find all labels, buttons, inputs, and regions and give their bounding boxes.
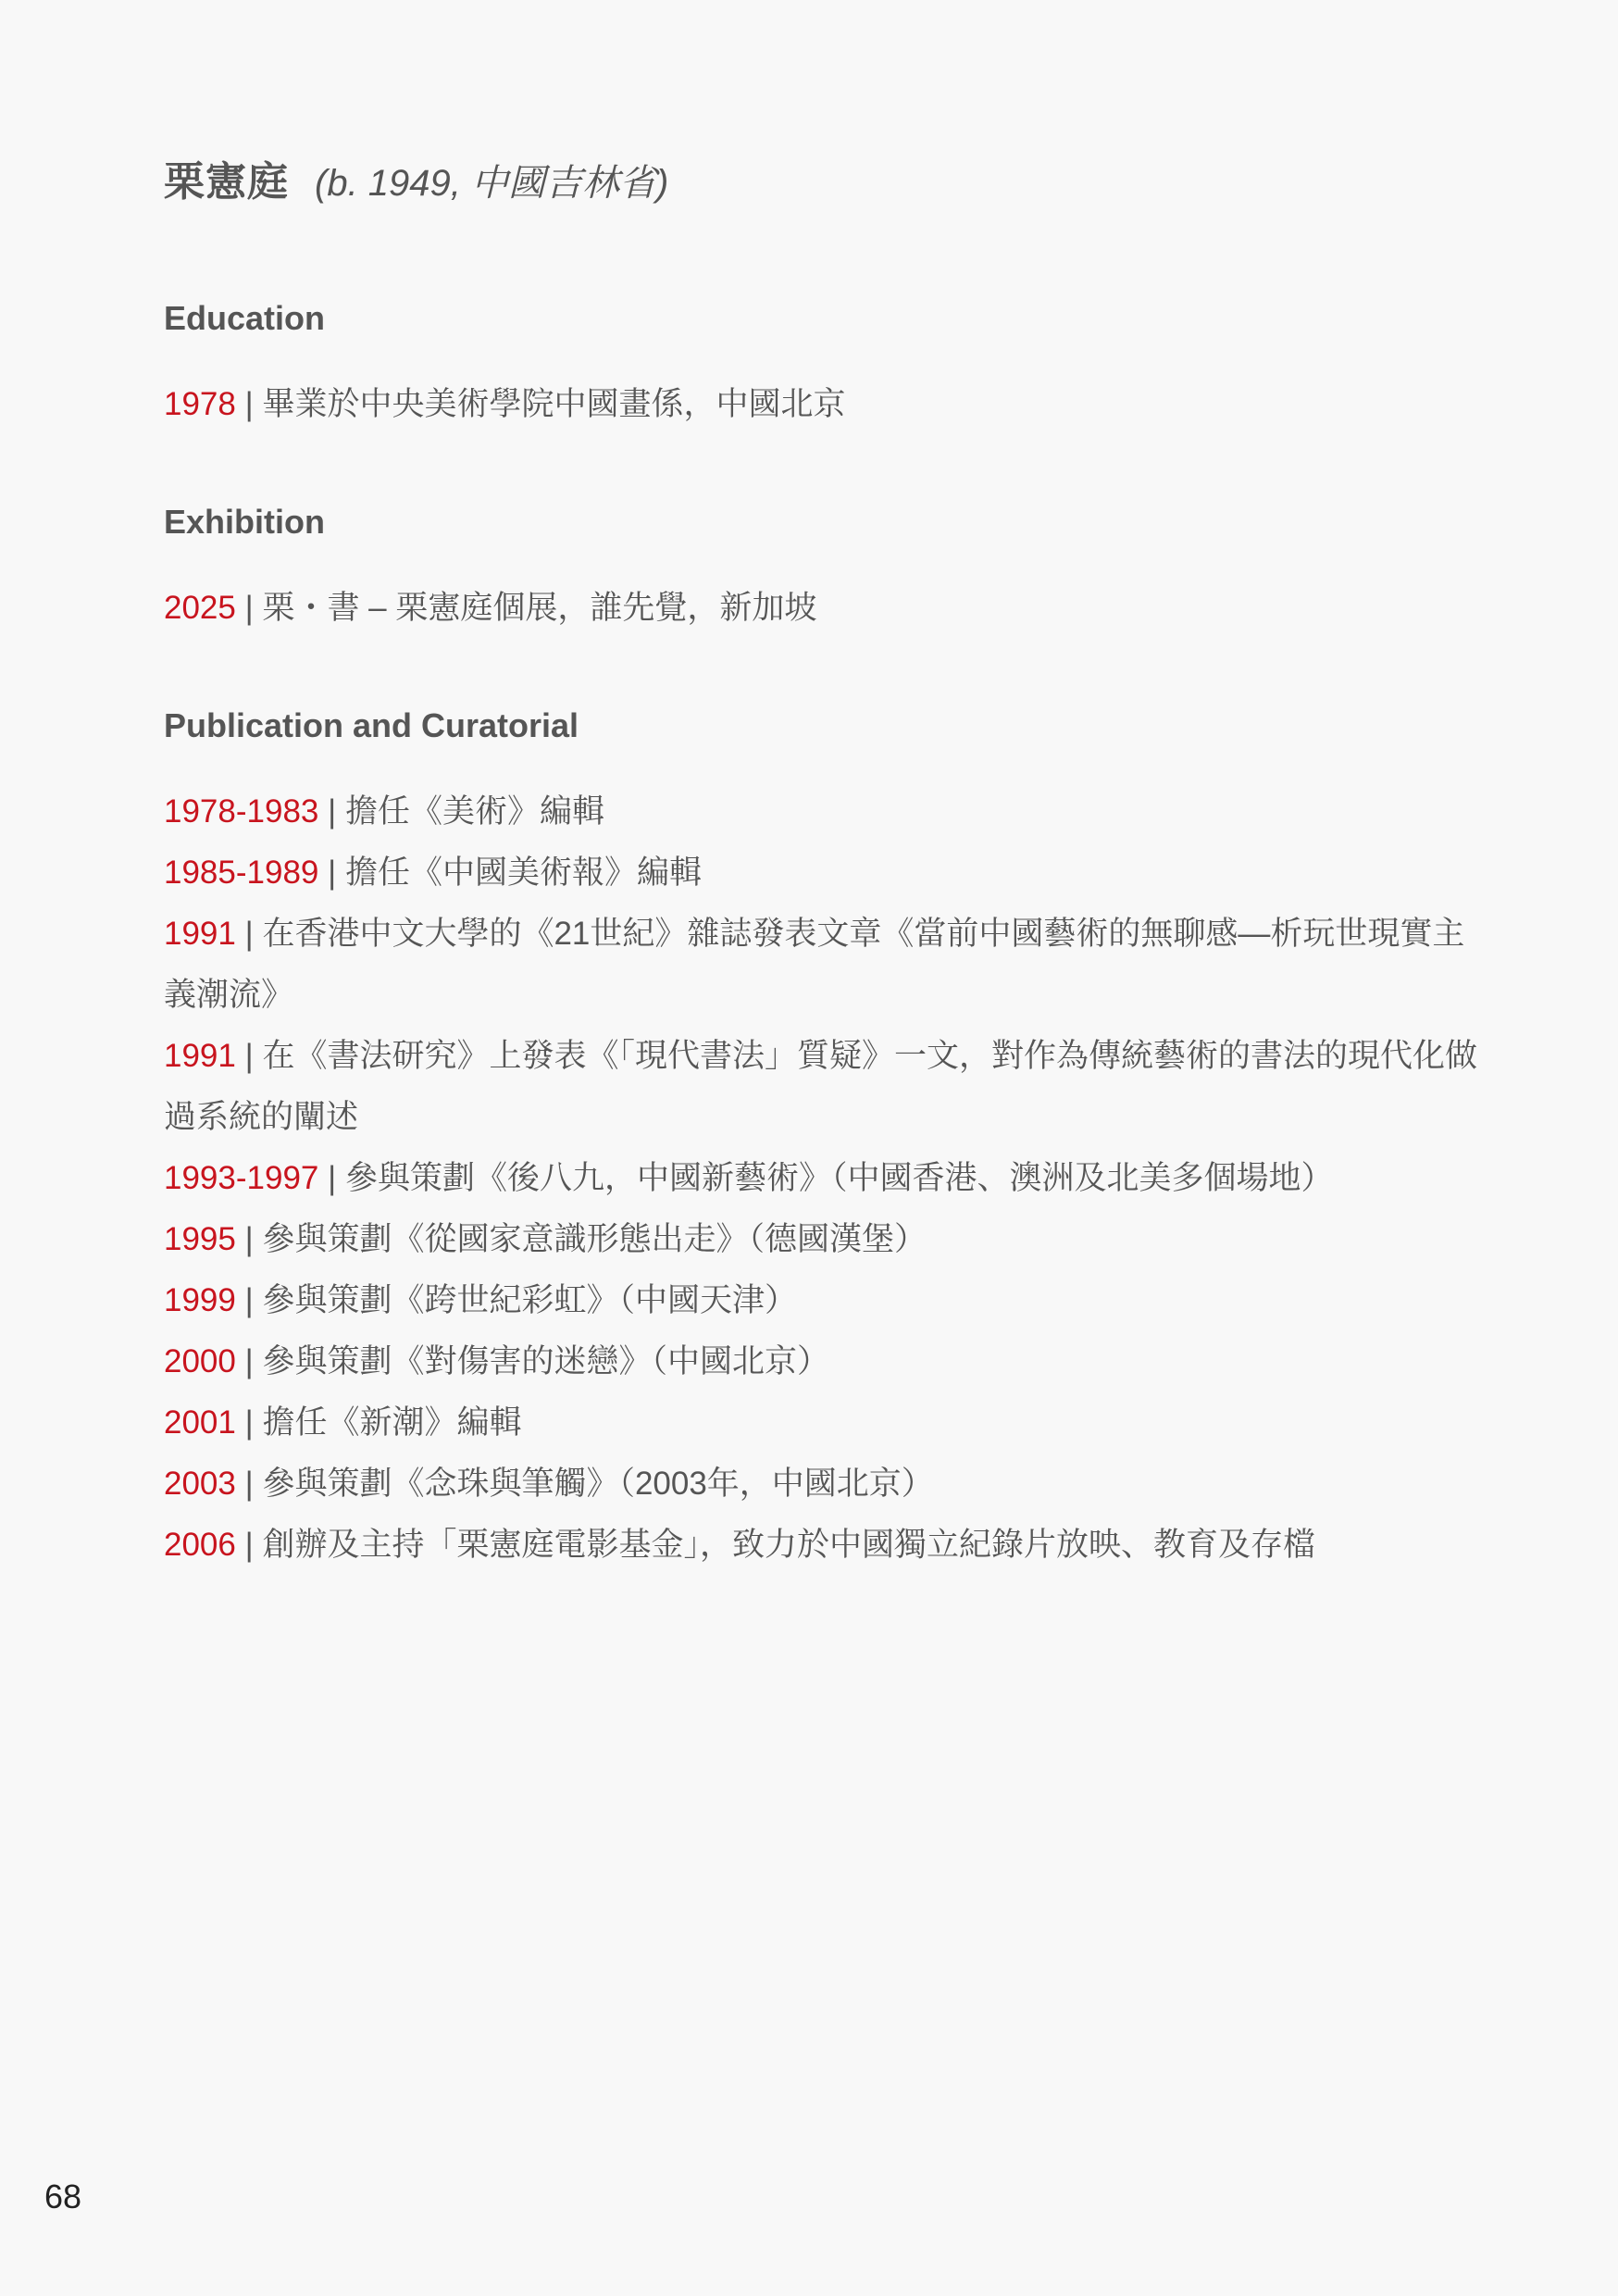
- entry-year: 1999: [164, 1282, 236, 1318]
- entry-year: 1991: [164, 1038, 236, 1074]
- entry-year: 1995: [164, 1221, 236, 1257]
- entry-item: [164, 1148, 1478, 1209]
- entry-separator: |: [244, 1527, 254, 1563]
- entry-year: 1985-1989: [164, 855, 319, 891]
- entry-year: 2000: [164, 1343, 236, 1379]
- entry-year: 2006: [164, 1527, 236, 1563]
- entry-item: [164, 1026, 1478, 1148]
- entry-text: 在香港中文大學的《21世紀》雜誌發表文章《當前中國藝術的無聊感—析玩世現實主義潮流》: [164, 916, 1465, 1013]
- artist-birth-info: (b. 1949, 中國吉林省): [315, 163, 669, 204]
- entry-item: [164, 578, 1478, 639]
- entry-text: 參與策劃《對傷害的迷戀》（中國北京）: [262, 1343, 829, 1379]
- entry-separator: |: [244, 590, 254, 626]
- entry-year: 1991: [164, 916, 236, 952]
- entry-item: [164, 1270, 1478, 1331]
- entry-item: [164, 904, 1478, 1026]
- entry-text: 參與策劃《後八九，中國新藝術》（中國香港、澳洲及北美多個場地）: [344, 1160, 1334, 1196]
- entry-item: [164, 781, 1478, 842]
- entry-separator: |: [244, 386, 254, 422]
- entry-text: 參與策劃《跨世紀彩虹》（中國天津）: [262, 1282, 797, 1318]
- entry-year: 1978-1983: [164, 793, 319, 830]
- publication-section: [164, 700, 1478, 1576]
- entry-year: 2001: [164, 1404, 236, 1441]
- entry-item: [164, 1392, 1478, 1454]
- entry-separator: |: [244, 1038, 254, 1074]
- entry-text: 參與策劃《念珠與筆觸》（2003年，中國北京）: [262, 1466, 934, 1502]
- exhibition-section: [164, 496, 1478, 639]
- publication-list: [164, 781, 1478, 1576]
- entry-text: 栗・書 – 栗憲庭個展，誰先覺，新加坡: [262, 590, 817, 626]
- education-section: [164, 293, 1478, 435]
- entry-item: [164, 374, 1478, 435]
- entry-item: [164, 1454, 1478, 1515]
- entry-text: 畢業於中央美術學院中國畫係，中國北京: [262, 386, 846, 422]
- entry-text: 在《書法研究》上發表《「現代書法」質疑》一文，對作為傳統藝術的書法的現代化做過系統的闡述: [164, 1038, 1477, 1135]
- entry-year: 1978: [164, 386, 236, 422]
- section-heading: Exhibition: [164, 503, 325, 541]
- entry-item: [164, 1331, 1478, 1392]
- entry-year: 1993-1997: [164, 1160, 319, 1196]
- entry-separator: |: [244, 916, 254, 952]
- artist-header: [164, 148, 668, 207]
- entry-item: [164, 1209, 1478, 1270]
- entry-text: 擔任《中國美術報》編輯: [344, 855, 702, 891]
- entry-text: 擔任《新潮》編輯: [262, 1404, 522, 1441]
- entry-text: 擔任《美術》編輯: [344, 793, 604, 830]
- artist-name: 栗憲庭: [164, 159, 289, 205]
- entry-text: 創辦及主持「栗憲庭電影基金」，致力於中國獨立紀錄片放映、教育及存檔: [262, 1527, 1315, 1563]
- section-heading: Publication and Curatorial: [164, 706, 579, 744]
- page-number: 68: [44, 2177, 82, 2215]
- entry-separator: |: [328, 855, 337, 891]
- entry-separator: |: [244, 1282, 254, 1318]
- entry-separator: |: [328, 793, 337, 830]
- education-list: [164, 374, 1478, 435]
- entry-separator: |: [244, 1343, 254, 1379]
- entry-item: [164, 842, 1478, 904]
- entry-year: 2025: [164, 590, 236, 626]
- entry-separator: |: [244, 1466, 254, 1502]
- entry-item: [164, 1515, 1478, 1576]
- entry-year: 2003: [164, 1466, 236, 1502]
- section-heading: Education: [164, 299, 326, 337]
- entry-separator: |: [244, 1404, 254, 1441]
- entry-separator: |: [244, 1221, 254, 1257]
- exhibition-list: [164, 578, 1478, 639]
- entry-text: 參與策劃《從國家意識形態出走》（德國漢堡）: [262, 1221, 927, 1257]
- entry-separator: |: [328, 1160, 337, 1196]
